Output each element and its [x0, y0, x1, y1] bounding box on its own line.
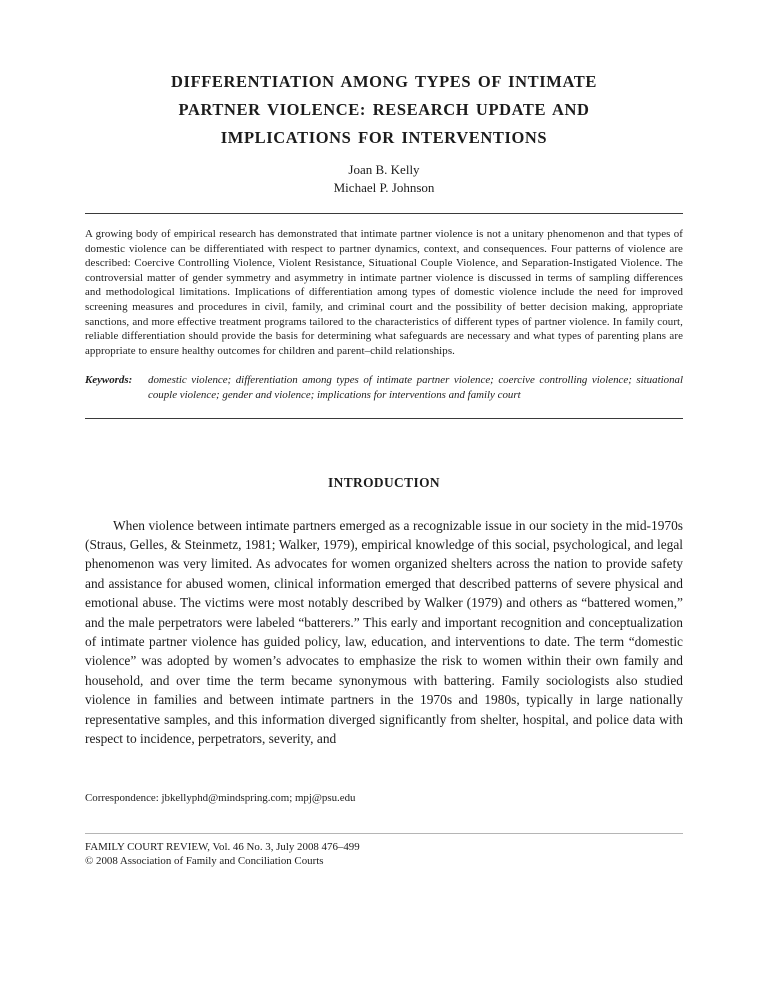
copyright-notice: © 2008 Association of Family and Conciliation Courts	[85, 855, 324, 868]
abstract-top-rule	[85, 213, 683, 214]
footer-rule	[85, 833, 683, 834]
keywords-block	[85, 373, 683, 402]
section-heading-introduction: INTRODUCTION	[328, 474, 440, 490]
author-name: Joan B. Kelly	[348, 162, 420, 177]
body-paragraph: When violence between intimate partners emerged as a recognizable issue in our society in the mid-1970s (Straus, Gelles, & Steinmetz, 1981; Walker, 1979), empirical knowledge of this social, psychological, and legal phenomenon was very limited. As advocates for women organized shelters across the nation to provide safety and assistance for abused women, clinical information emerged that described patterns of severe physical and emotional abuse. The victims were most notably described by Walker (1979) and others as “battered women,” and the male perpetrators were labeled “batterers.” This early and important recognition and conceptualization of intimate partner violence has guided policy, law, education, and interventions to date. The term “domestic violence” was adopted by women’s advocates to emphasize the risk to women within their own family and household, and over time the term became synonymous with battering. Family sociologists also studied violence in families and between intimate partners in the 1970s and 1980s, typically in large nationally representative samples, and this information diverged significantly from shelter, hospital, and police data with respect to incidence, perpetrators, severity, and	[85, 517, 683, 746]
paper-title-line-3: IMPLICATIONS FOR INTERVENTIONS	[220, 128, 548, 147]
keywords-label: Keywords:	[85, 374, 133, 387]
abstract-text: A growing body of empirical research has demonstrated that intimate partner violence is not a unitary phenomenon and that types of domestic violence can be differentiated with respect to partner dynamics, context, and consequences. Four patterns of violence are described: Coercive Controlling Violence, Violent Resistance, Situational Couple Violence, and Separation-Instigated Violence. The controversial matter of gender symmetry and asymmetry in intimate partner violence is discussed in terms of sampling differences and methodological limitations. Implications of differentiation among types of domestic violence include the need for improved screening measures and procedures in civil, family, and criminal court and the possibility of better decision making, appropriate sanctions, and more effective treatment programs tailored to the characteristics of different types of partner violence. In family court, reliable differentiation should provide the basis for determining what safeguards are necessary and what types of parenting plans are appropriate to ensure healthy outcomes for children and parent–child relationships.	[85, 228, 683, 357]
author-name: Michael P. Johnson	[333, 179, 435, 195]
author-list	[85, 161, 683, 196]
correspondence-note: Correspondence: jbkellyphd@mindspring.com; mpj@psu.edu	[85, 792, 356, 805]
paper-title-line-2: PARTNER VIOLENCE: RESEARCH UPDATE AND	[178, 100, 590, 119]
title-block	[85, 68, 683, 196]
abstract-bottom-rule	[85, 418, 683, 419]
keywords-text: domestic violence; differentiation among types of intimate partner violence; coercive controlling violence; situational couple violence; gender and violence; implications for interventions and family court	[148, 374, 683, 401]
journal-citation: FAMILY COURT REVIEW, Vol. 46 No. 3, July 2008 476–499	[85, 841, 360, 854]
paper-title-line-1: DIFFERENTIATION AMONG TYPES OF INTIMATE	[171, 72, 597, 91]
paper-title	[85, 68, 683, 152]
